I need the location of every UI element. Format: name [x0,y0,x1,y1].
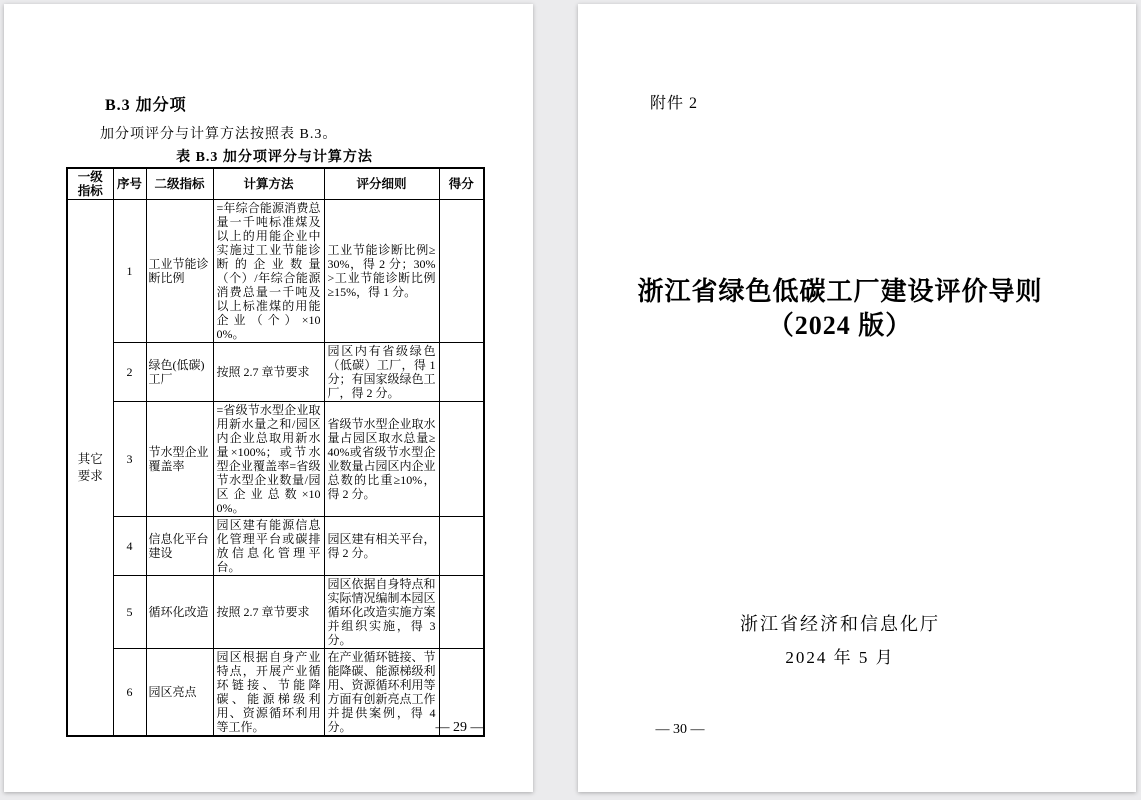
cell-no: 2 [113,343,146,402]
section-heading: B.3 加分项 [105,97,187,114]
cell-group-label: 其它要求 [67,200,113,737]
table-header-row [67,168,484,200]
table-row [67,343,484,402]
cell-method: 按照 2.7 章节要求 [213,576,324,649]
document-title-line2: （2024 版） [767,311,913,340]
header-level1-indicator: 一级指标 [67,168,113,200]
document-page-30 [578,4,1136,792]
cell-no: 6 [113,649,146,737]
cell-method: 按照 2.7 章节要求 [213,343,324,402]
cell-rule: 工业节能诊断比例≥30%，得 2 分；30%>工业节能诊断比例≥15%，得 1 分。 [324,200,439,343]
cell-rule: 在产业循环链接、节能降碳、能源梯级利用、资源循环利用等方面有创新亮点工作并提供案例，得 4 分。 [324,649,439,737]
page-number: — 30 — [655,722,705,737]
table-row [67,517,484,576]
cell-indicator: 绿色(低碳)工厂 [146,343,213,402]
cell-no: 5 [113,576,146,649]
cell-method: =省级节水型企业取用新水量之和/园区内企业总取用新水量×100%；或节水型企业覆盖率=省级节水型企业数量/园区企业总数×100%。 [213,402,324,517]
cell-method: 园区建有能源信息化管理平台或碳排放信息化管理平台。 [213,517,324,576]
header-score: 得分 [439,168,484,200]
publication-date: 2024 年 5 月 [785,648,895,667]
cell-indicator: 园区亮点 [146,649,213,737]
table-caption: 表 B.3 加分项评分与计算方法 [176,150,373,165]
table-row [67,402,484,517]
section-paragraph: 加分项评分与计算方法按照表 B.3。 [100,127,338,142]
cell-rule: 园区建有相关平台，得 2 分。 [324,517,439,576]
header-serial-no: 序号 [113,168,146,200]
cell-method: 园区根据自身产业特点，开展产业循环链接、节能降碳、能源梯级利用、资源循环利用等工作。 [213,649,324,737]
cell-score [439,343,484,402]
cell-score [439,576,484,649]
publisher-name: 浙江省经济和信息化厅 [740,614,940,634]
cell-indicator: 节水型企业覆盖率 [146,402,213,517]
cell-score [439,517,484,576]
cell-rule: 园区依据自身特点和实际情况编制本园区循环化改造实施方案并组织实施，得 3 分。 [324,576,439,649]
cell-score [439,200,484,343]
document-title [578,275,1102,343]
header-scoring-rule: 评分细则 [324,168,439,200]
table-row [67,576,484,649]
cell-rule: 园区内有省级绿色（低碳）工厂，得 1 分；有国家级绿色工厂，得 2 分。 [324,343,439,402]
attachment-label: 附件 2 [650,95,699,112]
cell-rule: 省级节水型企业取水量占园区取水总量≥40%或省级节水型企业数量占园区内企业总数的比重≥10%，得 2 分。 [324,402,439,517]
cell-indicator: 循环化改造 [146,576,213,649]
page-number: — 29 — [435,720,485,735]
cell-method: =年综合能源消费总量一千吨标准煤及以上的用能企业中实施过工业节能诊断的企业数量（个）/年综合能源消费总量一千吨及以上标准煤的用能企业（个）×100%。 [213,200,324,343]
cell-no: 3 [113,402,146,517]
cell-score [439,402,484,517]
document-title-line1: 浙江省绿色低碳工厂建设评价导则 [637,277,1043,306]
bonus-items-table [66,167,485,737]
cell-indicator: 信息化平台建设 [146,517,213,576]
header-level2-indicator: 二级指标 [146,168,213,200]
cell-no: 4 [113,517,146,576]
table-row [67,200,484,343]
header-calc-method: 计算方法 [213,168,324,200]
document-page-29 [4,4,533,792]
cell-no: 1 [113,200,146,343]
cell-indicator: 工业节能诊断比例 [146,200,213,343]
